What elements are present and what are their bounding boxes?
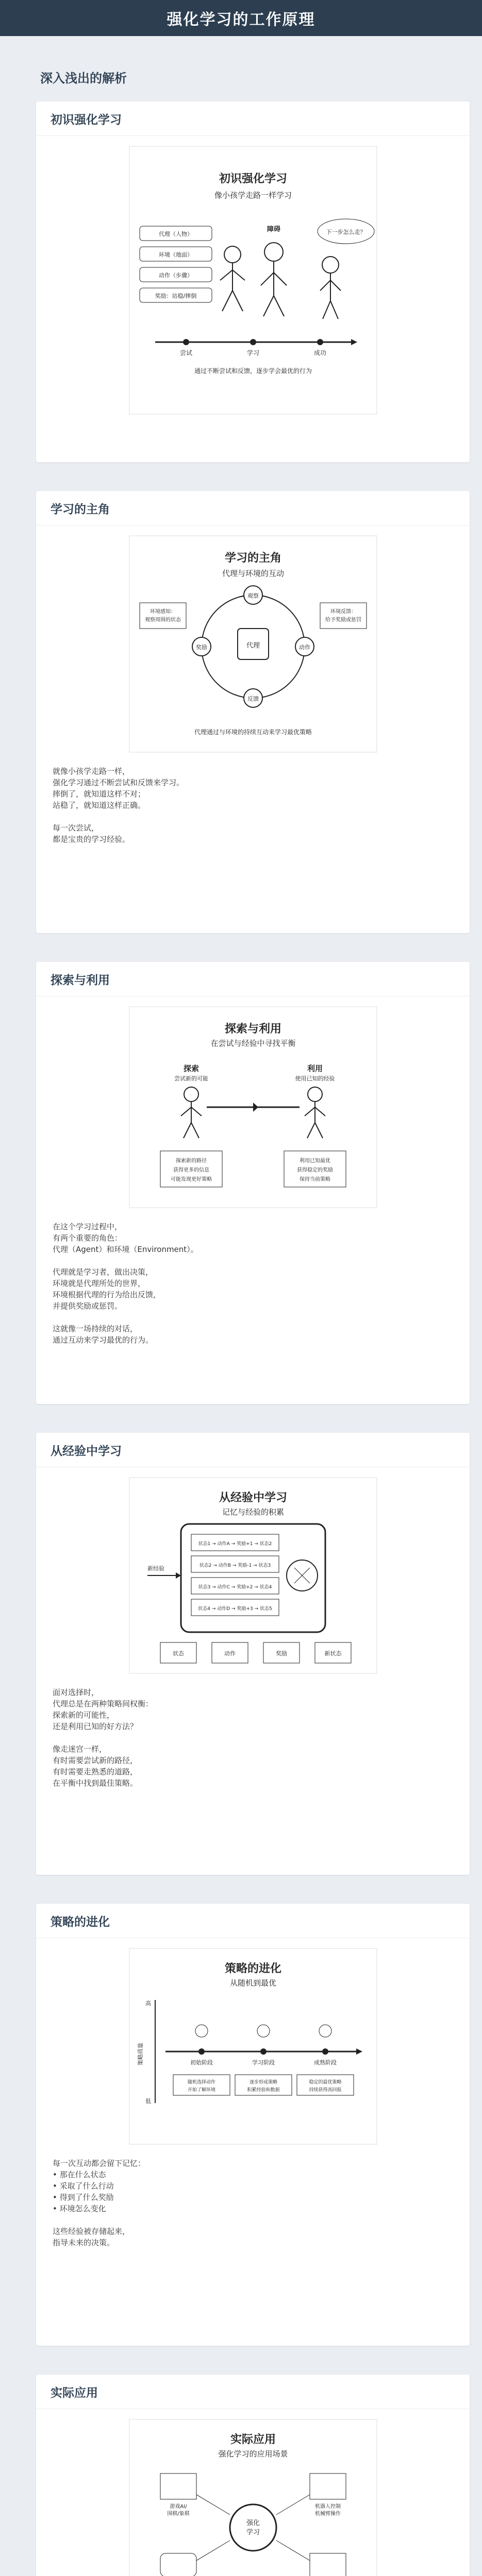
paragraph: 代理就是学习者，做出决策， 环境就是代理所处的世界， 环境根据代理的行为给出反馈， 并提供奖励或惩罚。 xyxy=(53,1267,161,1311)
env-box-line: 观察周围的状态 xyxy=(144,617,181,623)
page-header xyxy=(0,0,482,36)
memory-row: 状态2 → 动作B → 奖励-1 → 状态3 xyxy=(199,1563,271,1568)
stage-box-line: 稳定的最优策略 xyxy=(308,2080,342,2085)
axis-label: 策略质量 xyxy=(137,2043,144,2065)
section-heading: 学习的主角 xyxy=(36,491,470,526)
obstacle-label: 障碍 xyxy=(267,226,280,233)
timeline-label: 尝试 xyxy=(179,349,192,357)
diagram-title: 从经验中学习 xyxy=(219,1492,287,1504)
box-line: 探索新的路径 xyxy=(175,1158,207,1164)
stage-box-line: 持续获得高回报 xyxy=(308,2088,342,2093)
env-box-line: 给予奖励或惩罚 xyxy=(325,617,361,623)
box-line: 可能发现更好策略 xyxy=(170,1177,212,1182)
app-label: 机器人控制 xyxy=(314,2504,341,2510)
bubble-label: 奖励：站稳/摔倒 xyxy=(155,293,196,299)
experience-diagram xyxy=(119,1467,387,1684)
stage-box-line: 随机选择动作 xyxy=(187,2080,215,2085)
diagram-subtitle: 在尝试与经验中寻找平衡 xyxy=(210,1039,296,1048)
diagram-title: 学习的主角 xyxy=(224,552,281,565)
diagram-subtitle: 强化学习的应用场景 xyxy=(218,2449,288,2459)
paragraph: 在这个学习过程中， 有两个重要的角色： 代理（Agent）和环境（Environment）。 xyxy=(53,1222,198,1254)
agent-label: 代理 xyxy=(246,642,260,650)
paragraph: 就像小孩学走路一样， 强化学习通过不断尝试和反馈来学习。 摔倒了，就知道这样不对； 站稳了，就知道这样正确。 xyxy=(53,767,185,810)
bubble-label: 动作（步骤） xyxy=(158,272,193,279)
policy-diagram xyxy=(119,1938,387,2155)
timeline-label: 学习 xyxy=(246,349,259,357)
app-label: 围棋/象棋 xyxy=(167,2511,190,2517)
stage-box-line: 开始了解环境 xyxy=(187,2088,215,2093)
paragraph: 面对选择时， 代理总是在两种策略间权衡： 探索新的可能性， 还是利用已知的好方法？ xyxy=(53,1688,154,1731)
diagram-subtitle: 像小孩学走路一样学习 xyxy=(214,191,292,200)
input-label: 新经验 xyxy=(147,1565,164,1572)
section-card-applications xyxy=(36,2375,470,2576)
bubble-label: 代理（人物） xyxy=(158,231,193,238)
diagram-subtitle: 代理与环境的互动 xyxy=(222,569,284,578)
bubble-label: 环境（地面） xyxy=(158,251,193,258)
section-card-explore xyxy=(36,962,470,1404)
cycle-node: 动作 xyxy=(298,644,310,651)
box-line: 保持当前策略 xyxy=(299,1177,330,1182)
app-label: 机械臂操作 xyxy=(314,2511,341,2517)
stage-label: 初始阶段 xyxy=(190,2059,213,2066)
paragraph: 像走迷宫一样， 有时需要尝试新的路径， 有时需要走熟悉的道路， 在平衡中找到最佳策略。 xyxy=(53,1744,138,1788)
paragraph: 每一次尝试， 都是宝贵的学习经验。 xyxy=(53,823,130,844)
paragraph: 每一次互动都会留下记忆： • 那在什么状态 • 采取了什么行动 • 得到了什么奖励 • 环境怎么变化 xyxy=(53,2159,146,2213)
stage-label: 学习阶段 xyxy=(252,2059,275,2066)
section-body xyxy=(36,762,470,871)
page-subtitle: 深入浅出的解析 xyxy=(40,71,127,86)
cycle-node: 观察 xyxy=(247,592,259,599)
diagram-title: 策略的进化 xyxy=(224,1962,281,1975)
cycle-node: 奖励 xyxy=(195,644,207,651)
exploit-sub: 使用已知的经验 xyxy=(295,1075,335,1082)
memory-row: 状态3 → 动作C → 奖励+2 → 状态4 xyxy=(198,1585,272,1590)
axis-bottom: 低 xyxy=(145,2098,151,2105)
explore-diagram xyxy=(119,996,387,1218)
applications-diagram xyxy=(119,2409,387,2576)
paragraph: 这些经验被存储起来， 指导未来的决策。 xyxy=(53,2227,130,2247)
center-label: 学习 xyxy=(246,2529,260,2536)
diagram-title: 探索与利用 xyxy=(224,1023,281,1036)
flow-label: 动作 xyxy=(224,1650,236,1657)
flow-label: 奖励 xyxy=(275,1650,287,1657)
explore-sub: 尝试新的可能 xyxy=(174,1075,208,1082)
diagram-caption: 通过不断尝试和反馈，逐步学会最优的行为 xyxy=(194,367,312,375)
env-box-line: 环境感知： xyxy=(149,609,176,615)
diagram-subtitle: 记忆与经验的积累 xyxy=(222,1507,284,1517)
section-card-policy xyxy=(36,1904,470,2346)
exploit-label: 利用 xyxy=(307,1064,323,1073)
axis-top: 高 xyxy=(145,2000,151,2007)
box-line: 获得稳定的奖励 xyxy=(296,1167,333,1173)
intro-diagram xyxy=(119,136,387,425)
section-card-protagonist xyxy=(36,491,470,933)
diagram-caption: 代理通过与环境的持续互动来学习最优策略 xyxy=(194,728,312,736)
env-box-line: 环境反馈： xyxy=(330,609,356,615)
explore-label: 探索 xyxy=(183,1064,199,1073)
stage-box-line: 逐步形成策略 xyxy=(249,2080,277,2085)
center-label: 强化 xyxy=(246,2519,260,2527)
stage-label: 成熟阶段 xyxy=(313,2059,337,2066)
section-heading: 实际应用 xyxy=(36,2375,470,2409)
section-card-experience xyxy=(36,1433,470,1875)
section-heading: 探索与利用 xyxy=(36,962,470,996)
timeline-label: 成功 xyxy=(313,349,326,357)
protagonist-diagram xyxy=(119,526,387,762)
diagram-title: 实际应用 xyxy=(230,2433,276,2446)
thought-bubble: 下一步怎么走？ xyxy=(326,229,365,235)
box-line: 利用已知最优 xyxy=(299,1158,330,1164)
stage-box-line: 积累经验和数据 xyxy=(246,2088,280,2093)
section-heading: 策略的进化 xyxy=(36,1904,470,1938)
section-body xyxy=(36,1218,470,1371)
box-line: 获得更多的信息 xyxy=(173,1167,209,1173)
diagram-subtitle: 从随机到最优 xyxy=(229,1978,276,1988)
flow-label: 新状态 xyxy=(324,1650,341,1657)
flow-label: 状态 xyxy=(172,1650,184,1657)
section-heading: 从经验中学习 xyxy=(36,1433,470,1467)
section-card-intro xyxy=(36,101,470,462)
memory-row: 状态4 → 动作D → 奖励+3 → 状态5 xyxy=(197,1606,272,1612)
paragraph: 这就像一场持续的对话， 通过互动来学习最优的行为。 xyxy=(53,1324,154,1345)
section-body xyxy=(36,2155,470,2274)
section-body xyxy=(36,1684,470,1815)
app-label: 游戏AI/ xyxy=(169,2504,187,2510)
memory-row: 状态1 → 动作A → 奖励+1 → 状态2 xyxy=(198,1541,272,1547)
main-content xyxy=(0,68,482,2576)
page-title: 强化学习的工作原理 xyxy=(167,11,315,29)
cycle-node: 反馈 xyxy=(247,696,259,702)
diagram-title: 初识强化学习 xyxy=(219,173,287,185)
section-heading: 初识强化学习 xyxy=(36,101,470,136)
